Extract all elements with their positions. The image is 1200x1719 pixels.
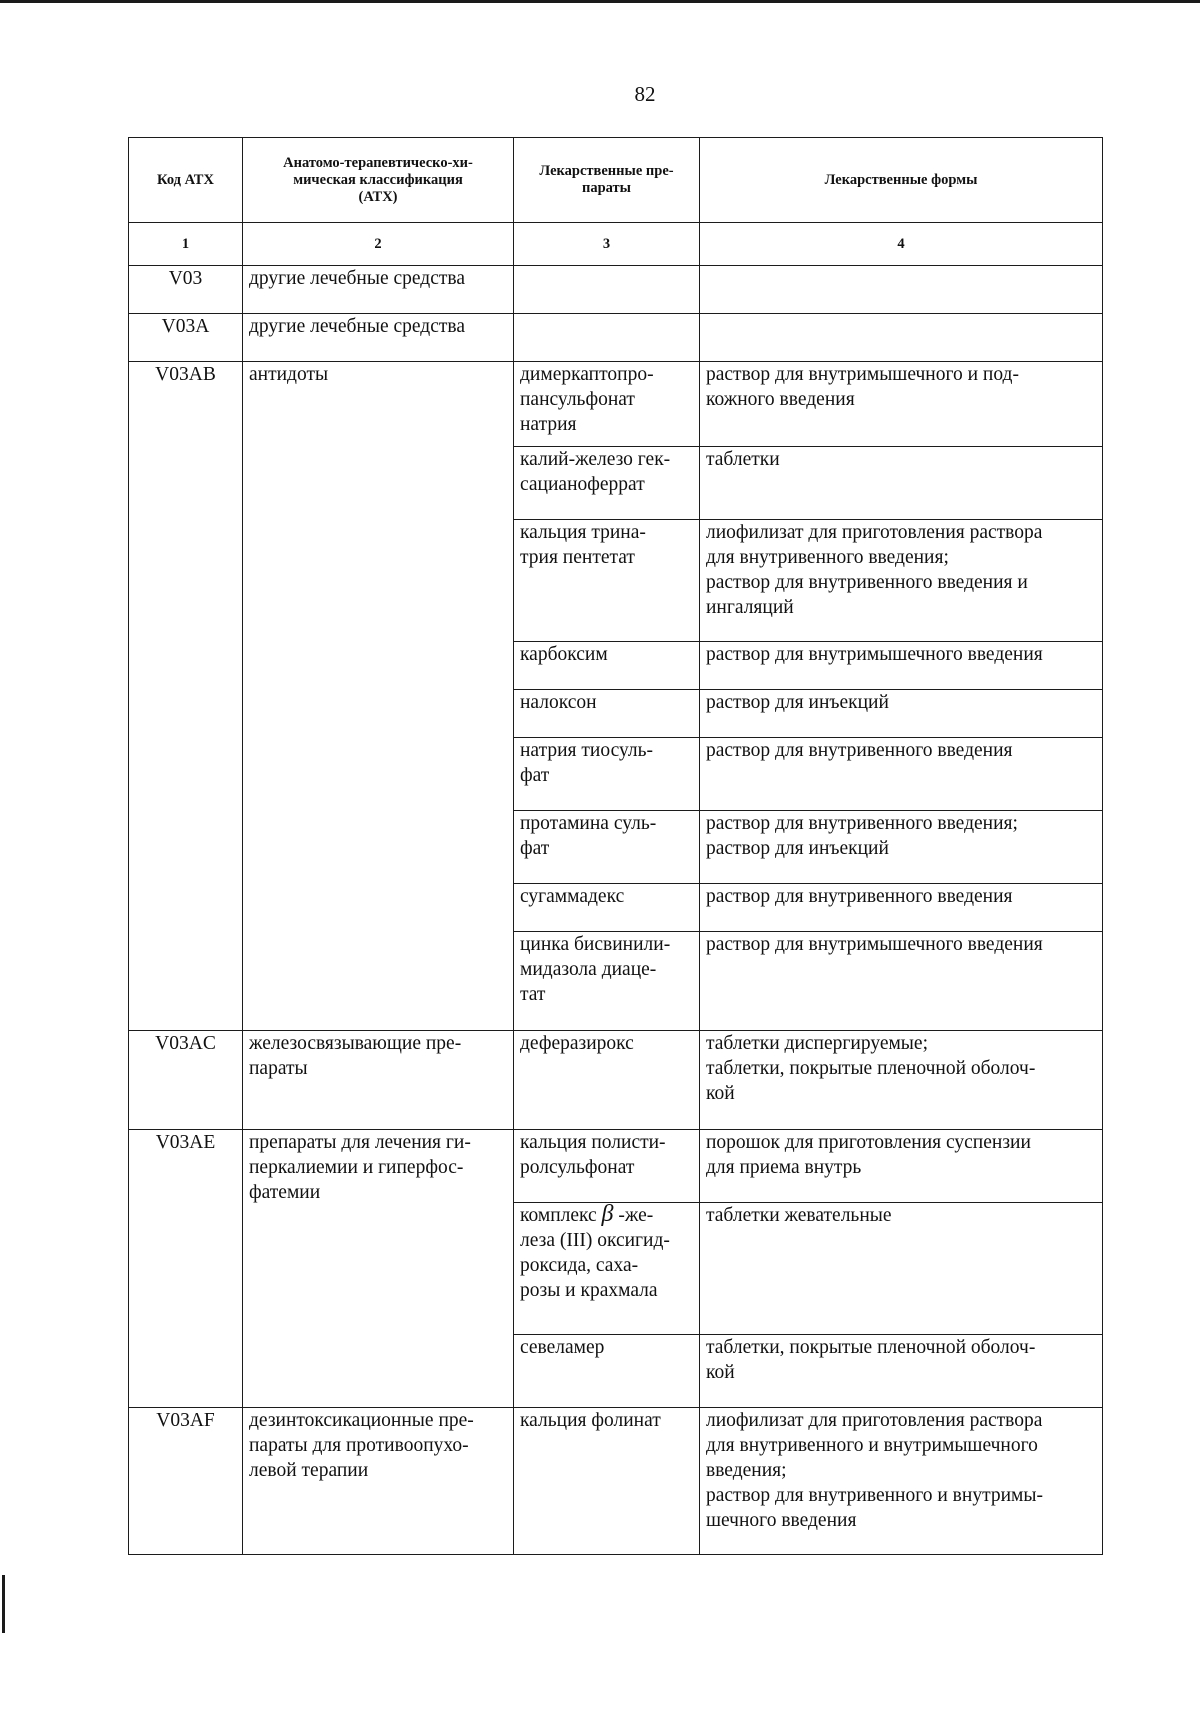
drug-name: цинка бисвинили- мидазола диаце- тат [514,932,700,1031]
drug-name: кальция трина- трия пентетат [514,520,700,642]
atc-class: антидоты [243,362,514,1031]
drug-name [514,314,700,362]
table-row [129,1130,1103,1203]
atc-code: V03AE [129,1130,243,1408]
dosage-forms: раствор для внутривенного введения [700,738,1103,811]
drug-name: карбоксим [514,642,700,690]
drug-name: кальция полисти- ролсульфонат [514,1130,700,1203]
table-row [129,1031,1103,1130]
drug-name: комплекс β -же- леза (III) оксигид- роксида, саха- розы и крахмала [514,1203,700,1335]
header-atc-classification: Анатомо-терапевтическо-хи- мическая классификация (АТХ) [243,138,514,223]
atc-code: V03AC [129,1031,243,1130]
dosage-forms: лиофилизат для приготовления раствора для внутривенного введения; раствор для внутривенного введения и ингаляций [700,520,1103,642]
column-number: 2 [243,223,514,266]
dosage-forms: раствор для внутривенного введения [700,884,1103,932]
drug-name: сугаммадекс [514,884,700,932]
dosage-forms: порошок для приготовления суспензии для приема внутрь [700,1130,1103,1203]
dosage-forms [700,314,1103,362]
drug-name: кальция фолинат [514,1408,700,1555]
atc-drug-table [128,137,1103,1555]
dosage-forms: раствор для внутривенного введения; раствор для инъекций [700,811,1103,884]
drug-name: калий-железо гек- сацианоферрат [514,447,700,520]
dosage-forms: таблетки [700,447,1103,520]
atc-class: дезинтоксикационные пре- параты для противоопухо- левой терапии [243,1408,514,1555]
drug-name: деферазирокс [514,1031,700,1130]
dosage-forms: таблетки жевательные [700,1203,1103,1335]
dosage-forms: раствор для внутримышечного и под- кожного введения [700,362,1103,447]
dosage-forms: лиофилизат для приготовления раствора для внутривенного и внутримышечного введения; раствор для внутривенного и внутримы- шечного введения [700,1408,1103,1555]
atc-class: другие лечебные средства [243,314,514,362]
drug-name: севеламер [514,1335,700,1408]
header-drugs: Лекарственные пре- параты [514,138,700,223]
table-row [129,362,1103,447]
dosage-forms: таблетки, покрытые пленочной оболоч- кой [700,1335,1103,1408]
atc-code: V03 [129,266,243,314]
column-number: 1 [129,223,243,266]
atc-code: V03AB [129,362,243,1031]
dosage-forms: раствор для внутримышечного введения [700,932,1103,1031]
column-number: 4 [700,223,1103,266]
drug-name: налоксон [514,690,700,738]
dosage-forms [700,266,1103,314]
header-dosage-forms: Лекарственные формы [700,138,1103,223]
scan-top-edge [0,0,1200,3]
drug-name: протамина суль- фат [514,811,700,884]
column-number: 3 [514,223,700,266]
page-number: 82 [634,82,656,106]
atc-class: препараты для лечения ги- перкалиемии и гиперфос- фатемии [243,1130,514,1408]
table-row [129,314,1103,362]
table-row [129,1408,1103,1555]
drug-name: натрия тиосуль- фат [514,738,700,811]
drug-name: димеркаптопро- пансульфонат натрия [514,362,700,447]
header-atc-code: Код АТХ [129,138,243,223]
table-header-row [129,138,1103,223]
scan-left-mark [2,1575,5,1633]
atc-code: V03A [129,314,243,362]
beta-symbol: β [601,1201,614,1227]
atc-class: железосвязывающие пре- параты [243,1031,514,1130]
table-row [129,266,1103,314]
dosage-forms: таблетки диспергируемые; таблетки, покрытые пленочной оболоч- кой [700,1031,1103,1130]
column-number-row [129,223,1103,266]
dosage-forms: раствор для внутримышечного введения [700,642,1103,690]
atc-code: V03AF [129,1408,243,1555]
dosage-forms: раствор для инъекций [700,690,1103,738]
atc-class: другие лечебные средства [243,266,514,314]
drug-name [514,266,700,314]
